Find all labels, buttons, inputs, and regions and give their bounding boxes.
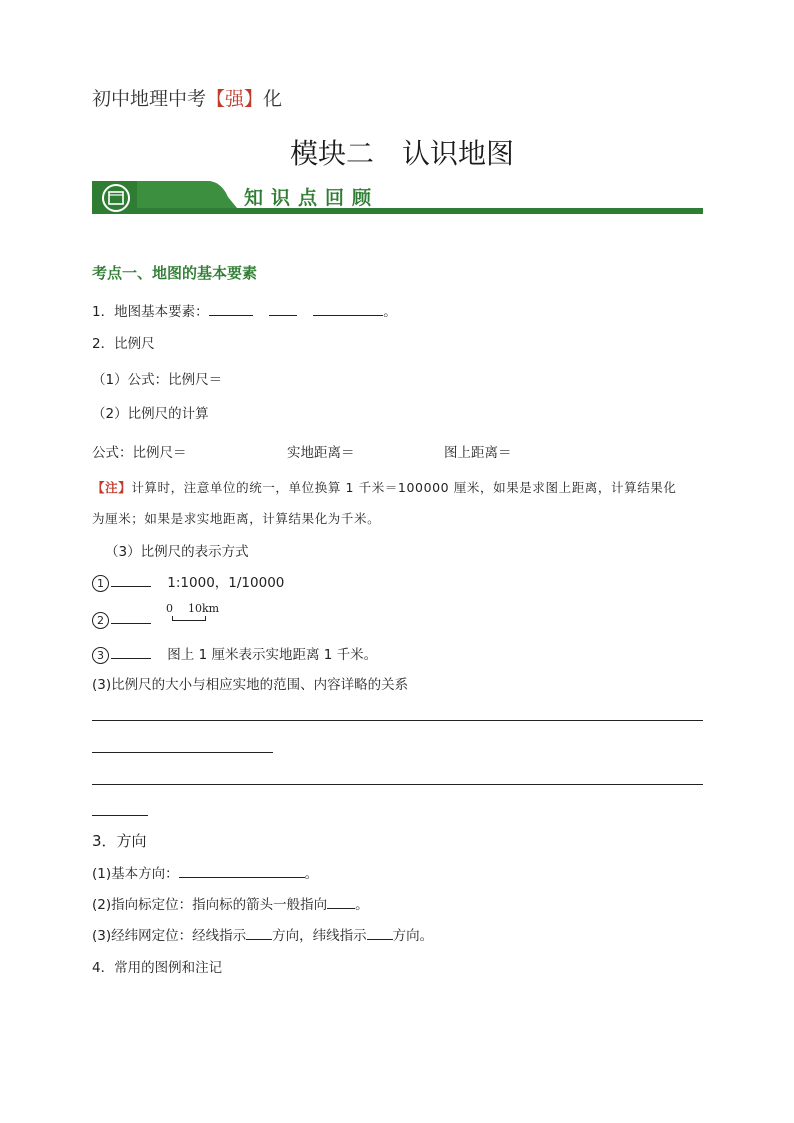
note-line-1: 【注】计算时，注意单位的统一，单位换算 1 千米＝100000 厘米，如果是求图上距离，计算结果化 — [92, 480, 677, 495]
answer-blank[interactable] — [111, 609, 151, 624]
section-banner — [92, 181, 703, 214]
answer-line[interactable] — [92, 720, 703, 721]
formula-c: 图上距离＝ — [444, 445, 512, 461]
answer-blank[interactable] — [327, 894, 355, 909]
answer-blank[interactable] — [179, 863, 305, 878]
circled-number: 1 — [92, 575, 109, 592]
form-text: 3 图上 1 厘米表示实地距离 1 千米。 — [92, 643, 377, 664]
item-legend: 4．常用的图例和注记 — [92, 960, 223, 976]
banner-title: 知识点回顾 — [244, 187, 380, 209]
formula-a: 公式：比例尺＝ — [92, 445, 187, 461]
answer-line[interactable] — [92, 752, 273, 753]
header-bracket: 【强】 — [206, 88, 264, 110]
scale-bar: 0 10km — [166, 602, 226, 624]
item-scale: 2．比例尺 — [92, 336, 155, 352]
item-map-elements: 1．地图基本要素： 。 — [92, 300, 397, 320]
answer-blank[interactable] — [246, 925, 272, 940]
banner-underline — [137, 208, 703, 214]
answer-blank[interactable] — [111, 644, 151, 659]
answer-blank[interactable] — [269, 301, 297, 316]
scale-bar-line — [172, 616, 206, 621]
header-suffix: 化 — [263, 88, 283, 110]
dir-grid: (3)经纬网定位：经线指示 方向，纬线指示 方向。 — [92, 924, 433, 944]
item-direction: 3．方向 — [92, 832, 147, 850]
header-text: 初中地理中考 — [92, 88, 207, 110]
answer-line[interactable] — [92, 815, 148, 816]
dir-arrow: (2)指向标定位：指向标的箭头一般指向 。 — [92, 893, 369, 913]
dir-basic: (1)基本方向： 。 — [92, 862, 318, 882]
sub-calculation: （2）比例尺的计算 — [92, 406, 209, 422]
circled-number: 3 — [92, 647, 109, 664]
banner-tab — [137, 181, 237, 208]
answer-blank[interactable] — [111, 572, 151, 587]
circled-number: 2 — [92, 612, 109, 629]
answer-blank[interactable] — [209, 301, 253, 316]
answer-line[interactable] — [92, 784, 703, 785]
sub-relationship: (3)比例尺的大小与相应实地的范围、内容详略的关系 — [92, 677, 409, 693]
sub-formula: （1）公式：比例尺＝ — [92, 372, 223, 388]
note-line-2: 为厘米；如果是求实地距离，计算结果化为千米。 — [92, 511, 381, 526]
page-title: 模块二 认识地图 — [289, 137, 514, 170]
form-numeric: 1 1:1000，1/10000 — [92, 571, 284, 592]
section-heading: 考点一、地图的基本要素 — [92, 264, 258, 282]
answer-blank[interactable] — [367, 925, 393, 940]
formula-b: 实地距离＝ — [287, 445, 355, 461]
note-bracket: 【注】 — [92, 480, 132, 495]
item-label: 1．地图基本要素： — [92, 304, 209, 320]
document-header — [92, 84, 282, 111]
answer-blank[interactable] — [313, 301, 383, 316]
form-graphic — [92, 609, 151, 629]
sub-representation: （3）比例尺的表示方式 — [105, 544, 249, 560]
